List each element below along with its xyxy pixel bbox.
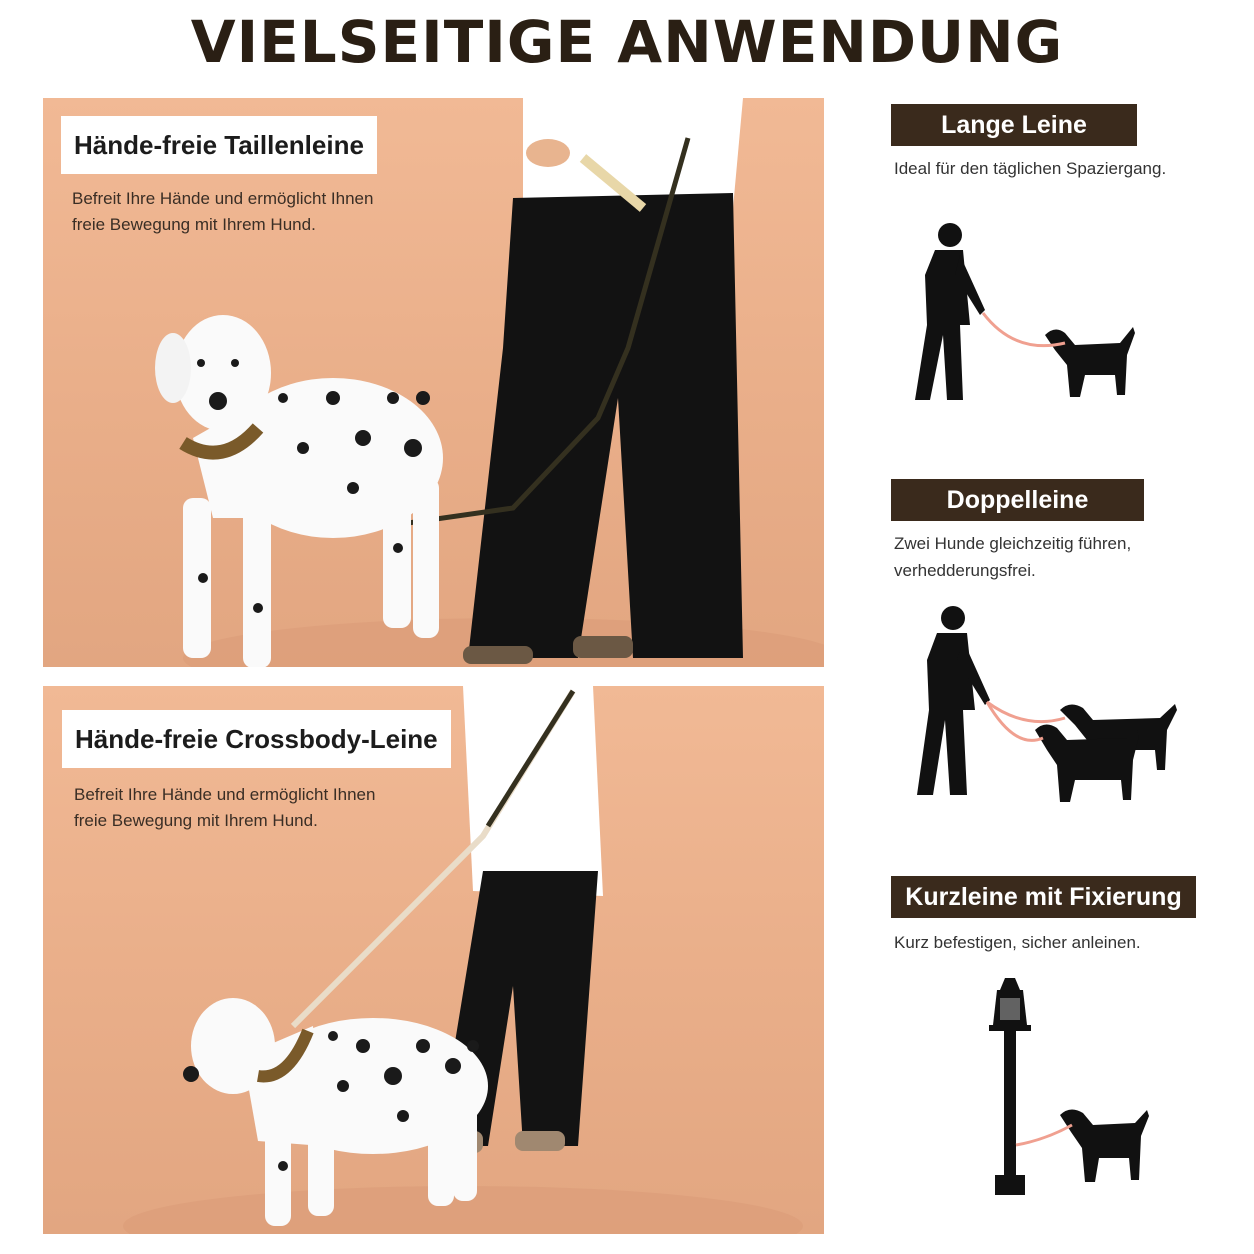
person-walking-dog-icon — [905, 215, 1145, 415]
mode-title-long-leash: Lange Leine — [891, 104, 1137, 146]
mode-description: Ideal für den täglichen Spaziergang. — [894, 159, 1167, 178]
mode-description: Kurz befestigen, sicher anleinen. — [894, 933, 1141, 952]
panel-description: Befreit Ihre Hände und ermöglicht Ihnen freie Bewegung mit Ihrem Hund. — [74, 785, 376, 830]
photo-panel-waist-leash — [43, 98, 824, 667]
crossbody-leash-photo — [43, 686, 824, 1234]
mode-title-short-leash: Kurzleine mit Fixierung — [891, 876, 1196, 918]
waist-leash-photo — [43, 98, 824, 667]
dog-tied-to-lamppost-icon — [975, 970, 1195, 1200]
mode-description: Zwei Hunde gleichzeitig führen, verhedderungsfrei. — [894, 534, 1132, 580]
page-title: VIELSEITIGE ANWENDUNG — [190, 8, 1064, 76]
panel-title: Hände-freie Crossbody-Leine — [62, 710, 451, 768]
person-walking-two-dogs-icon — [905, 600, 1195, 810]
mode-title-double-leash: Doppelleine — [891, 479, 1144, 521]
panel-description: Befreit Ihre Hände und ermöglicht Ihnen freie Bewegung mit Ihrem Hund. — [72, 189, 374, 234]
panel-title: Hände-freie Taillenleine — [61, 116, 377, 174]
photo-panel-crossbody-leash — [43, 686, 824, 1234]
